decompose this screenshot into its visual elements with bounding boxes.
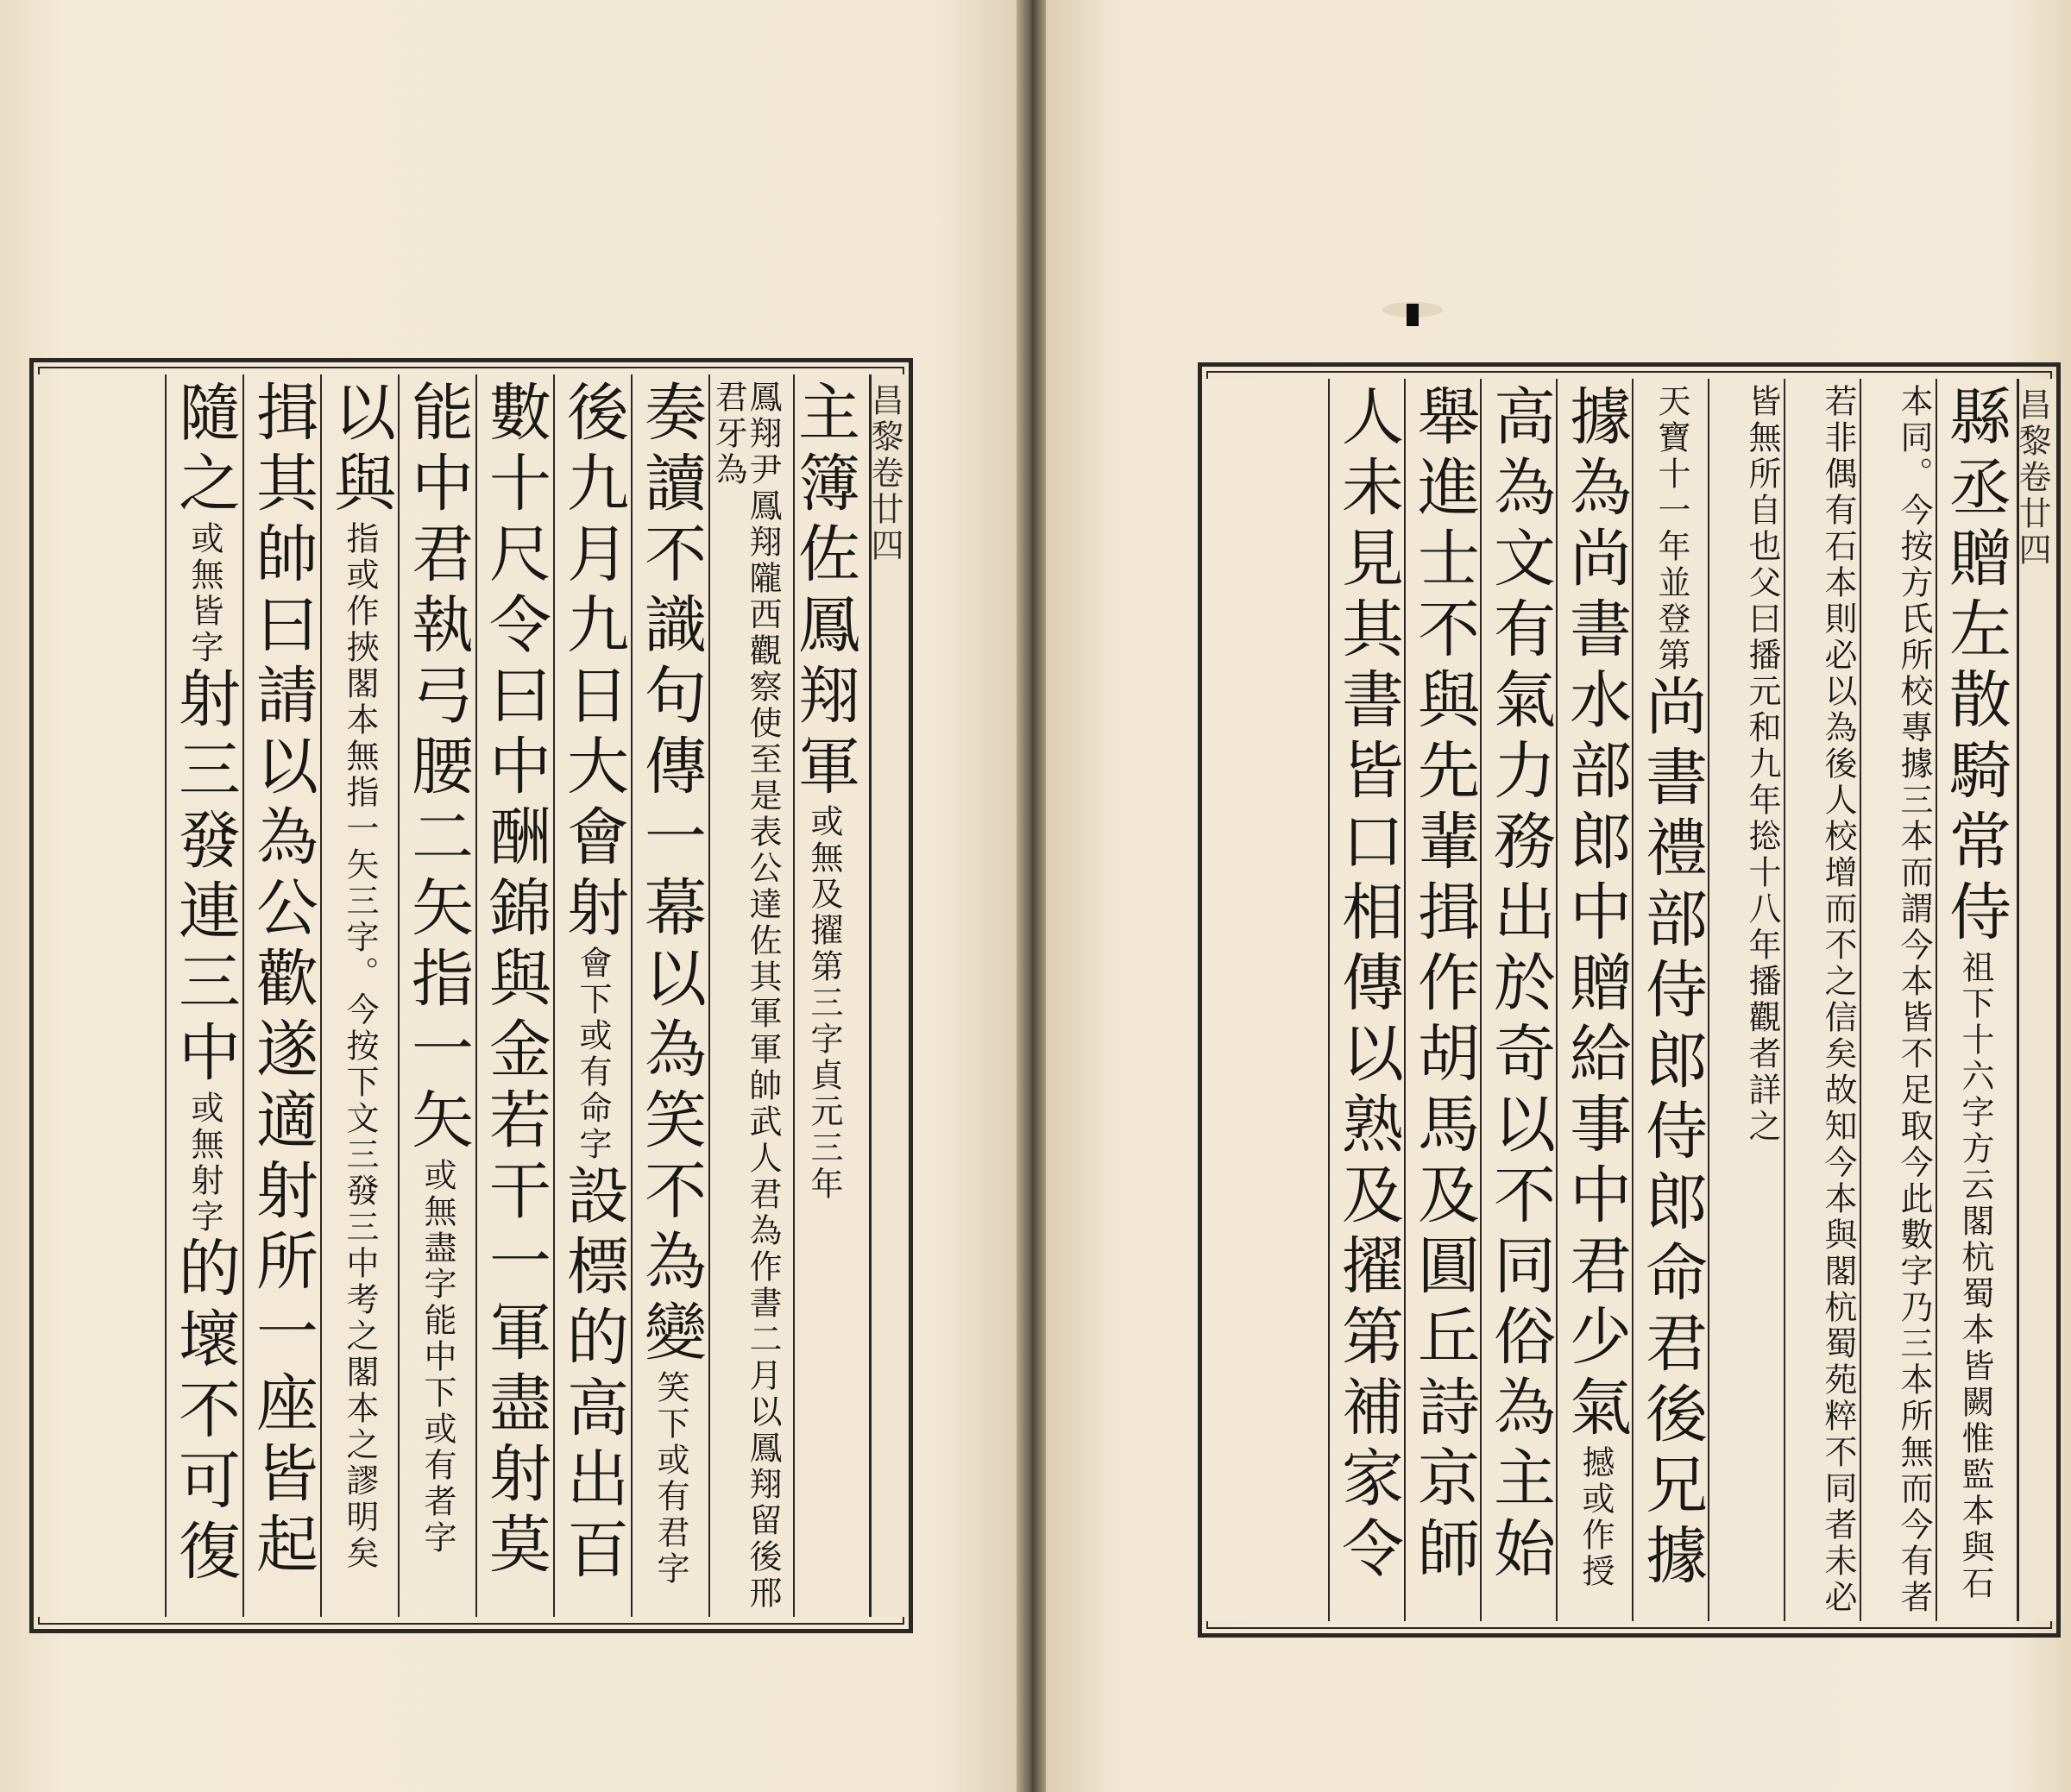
right-col-1-big: 縣丞贈左散騎常侍	[1939, 384, 2011, 950]
right-col-6-big: 據為尚書水部郎中贈給事中君少氣	[1559, 384, 1632, 1445]
left-margin-title: 昌黎卷廿四	[866, 383, 903, 564]
right-col-6	[1556, 379, 1632, 1621]
right-col-9	[1328, 379, 1404, 1621]
right-col-1-small: 祖下十六字方云閣杭蜀本皆闕惟監本與石	[1956, 950, 1994, 1602]
ink-mark	[1407, 304, 1419, 326]
right-col-7	[1480, 379, 1556, 1621]
left-col-9-small-2: 或無射字	[186, 1091, 223, 1236]
left-col-3-big: 奏讀不識句傳一幕以為笑不為變	[634, 380, 707, 1370]
right-frame-blank	[1202, 379, 1314, 1621]
left-col-4	[553, 374, 629, 1617]
left-col-1-small: 或無及擢第三字貞元三年	[805, 804, 843, 1203]
right-col-8	[1404, 379, 1480, 1621]
right-col-5	[1632, 379, 1708, 1621]
left-col-4-big: 後九月九日大會射	[557, 380, 629, 946]
left-col-8-big: 揖其帥曰請以為公歡遂適射所一座皆起	[246, 380, 318, 1582]
right-col-6-small: 撼或作授	[1577, 1445, 1615, 1590]
left-col-7-small: 指或作挾閣本無指一矢三字。今按下文三發三中考之閣本之謬明矣	[341, 521, 379, 1572]
right-text-frame	[1198, 362, 2061, 1638]
right-col-9-big: 人未見其書皆口相傳以熟及擢第補家令	[1331, 384, 1404, 1587]
left-col-7-big: 以與	[324, 380, 396, 521]
left-col-3	[631, 374, 707, 1617]
right-margin-title: 昌黎卷廿四	[2013, 387, 2051, 569]
left-col-4-small: 會下或有命字	[574, 946, 612, 1163]
right-margin-column	[2013, 379, 2056, 1621]
right-page	[1046, 0, 2071, 1792]
book-gutter	[1017, 0, 1046, 1792]
left-col-9-big-2: 射三發連三中	[168, 666, 241, 1091]
right-col-2-small: 本同。今按方氏所校專據三本而謂今本皆不足取今此數字乃三本所無而今有者	[1895, 384, 1933, 1616]
right-col-3	[1784, 379, 1857, 1621]
left-col-7	[320, 374, 396, 1617]
left-col-9-small: 或無皆字	[186, 521, 223, 666]
right-col-1	[1936, 379, 2011, 1621]
right-col-2	[1860, 379, 1933, 1621]
left-page	[0, 0, 1017, 1792]
right-col-5-big: 尚書禮部侍郎侍郎命君後兄據	[1635, 674, 1708, 1594]
left-col-5-big: 數十尺令曰中酬錦與金若干一軍盡射莫	[479, 380, 551, 1582]
left-col-8	[242, 374, 318, 1617]
left-col-9-big-3: 的壞不可復	[168, 1236, 241, 1589]
left-col-3-small: 笑下或有君字	[652, 1370, 689, 1588]
right-col-4	[1708, 379, 1781, 1621]
left-col-5	[475, 374, 551, 1617]
right-col-8-big: 舉進士不與先輩揖作胡馬及圓丘詩京師	[1407, 384, 1480, 1587]
left-frame-edge	[34, 374, 44, 1617]
left-col-4-big-2: 設標的高出百	[557, 1163, 629, 1588]
right-col-4-small: 皆無所自也父曰播元和九年捴十八年播觀者詳之	[1743, 384, 1781, 1145]
left-text-frame	[29, 358, 913, 1633]
left-col-6-big: 能中君執弓腰二矢指一矢	[401, 380, 474, 1158]
right-col-5-small: 天寶十一年並登第	[1652, 384, 1690, 674]
left-col-1-big: 主簿佐鳳翔軍	[788, 380, 860, 804]
left-col-2	[708, 374, 782, 1617]
left-col-9-big: 隨之	[168, 380, 241, 521]
right-col-3-small: 若非偶有石本則必以為後人校增而不之信矣故知今本與閣杭蜀苑粹不同者未必	[1819, 384, 1857, 1616]
left-margin-column	[866, 374, 909, 1617]
left-col-1	[788, 374, 860, 1617]
left-col-6	[398, 374, 474, 1617]
left-col-9	[165, 374, 241, 1617]
left-col-2-small: 鳳翔尹鳳翔隴西觀察使至是表公達佐其軍軍帥武人君為作書二月以鳳翔留後邢君牙為	[709, 380, 782, 1612]
left-col-6-small: 或無盡字能中下或有者字	[419, 1158, 456, 1556]
right-col-7-big: 高為文有氣力務出於奇以不同俗為主始	[1483, 384, 1556, 1587]
